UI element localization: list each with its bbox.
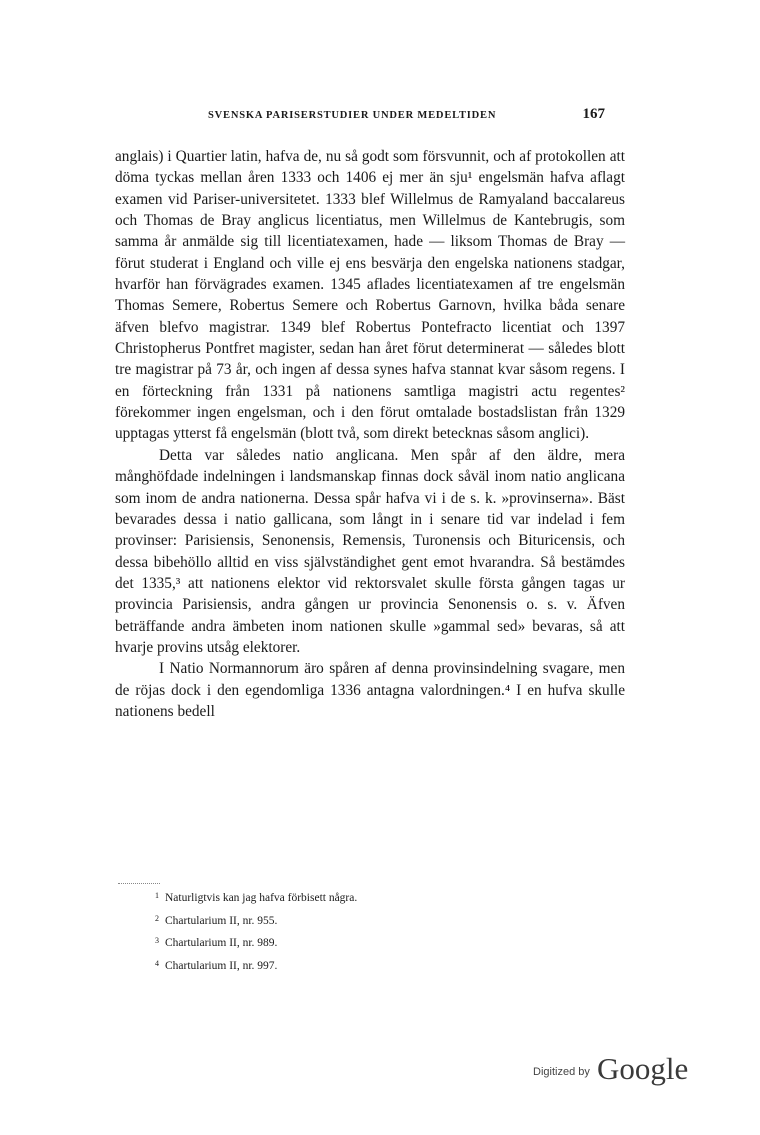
footnote-1 — [155, 886, 585, 909]
paragraph-3: I Natio Normannorum äro spåren af denna provinsindelning svagare, men de röjas dock i den egendomliga 1336 antagna valordningen.⁴ I en hufva skulle nationens bedell — [115, 660, 625, 720]
footnote-text: Chartularium II, nr. 989. — [165, 937, 278, 950]
footnote-text: Naturligtvis kan jag hafva förbisett några. — [165, 892, 358, 904]
body-text — [115, 146, 625, 722]
paragraph-1: anglais) i Quartier latin, hafva de, nu så godt som försvunnit, och af protokollen att döma tyckas mellan åren 1333 och 1406 ej mer än sju¹ engelsmän hafva aflagt examen vid Pariser-universitetet. 1333 blef Willelmus de Ramyaland baccalareus och Thomas de Bray anglicus licentiatus, men Willelmus de Kantebrugis, som samma år anmälde sig till licentiatexamen, hade — liksom Thomas de Bray — förut studerat i England och ville ej ens besvärja den engelska nationens stadgar, hvarför han förvägrades examen. 1345 aflades licentiatexamen af tre engelsmän Thomas Semere, Robertus Semere och Robertus Garnovn, hvilka båda senare äfven blefvo magistrar. 1349 blef Robertus Pontefracto licentiat och 1397 Christopherus Pontfret magister, sedan han året förut determinerat — således blott tre magistrar på 73 år, och ingen af dessa synes hafva stannat kvar såsom regens. I en förteckning från 1331 på nationens samtliga magistri actu regentes² förekommer ingen engelsman, och i den förut omtalade bostadslistan från 1329 upptagas ytterst få engelsmän (blott två, som direkt betecknas såsom anglici). — [115, 148, 625, 443]
footnote-mark: 2 — [155, 913, 159, 923]
paragraph-2: Detta var således natio anglicana. Men spår af den äldre, mera månghöfdade indelningen i landsmanskap finnas dock såväl inom natio anglicana som inom de andra nationerna. Dessa spår hafva vi i de s. k. »provinserna». Bäst bevarades dessa i natio gallicana, som långt in i senare tid var indelad i fem provinser: Parisiensis, Senonensis, Remensis, Turonensis och Bituricensis, och dessa bibehöllo alltid en viss självständighet gent emot hvarandra. Så bestämdes det 1335,³ att nationens elektor vid rektorsvalet skulle första gången tagas ur provincia Parisiensis, andra gången ur provincia Senonensis o. s. v. Äfven beträffande andra ämbeten inom nationen skulle »gammal sed» bevaras, så att hvarje provins utsåg elektorer. — [115, 446, 625, 656]
footnote-divider — [118, 883, 160, 884]
running-title: SVENSKA PARISERSTUDIER UNDER MEDELTIDEN — [208, 110, 497, 121]
footnotes — [155, 886, 585, 976]
footnote-mark: 3 — [155, 936, 159, 946]
footnote-4 — [155, 954, 585, 977]
footnote-text: Chartularium II, nr. 955. — [165, 914, 278, 927]
watermark-brand: Google — [596, 1051, 689, 1086]
page-number: 167 — [582, 106, 605, 122]
footnote-mark: 4 — [155, 958, 159, 968]
digitized-watermark — [533, 1051, 688, 1091]
running-head — [168, 108, 605, 128]
footnote-mark: 1 — [155, 891, 159, 900]
footnote-2 — [155, 909, 585, 932]
footnote-text: Chartularium II, nr. 997. — [165, 959, 278, 972]
watermark-prefix: Digitized by — [533, 1066, 590, 1078]
footnote-3 — [155, 931, 585, 954]
